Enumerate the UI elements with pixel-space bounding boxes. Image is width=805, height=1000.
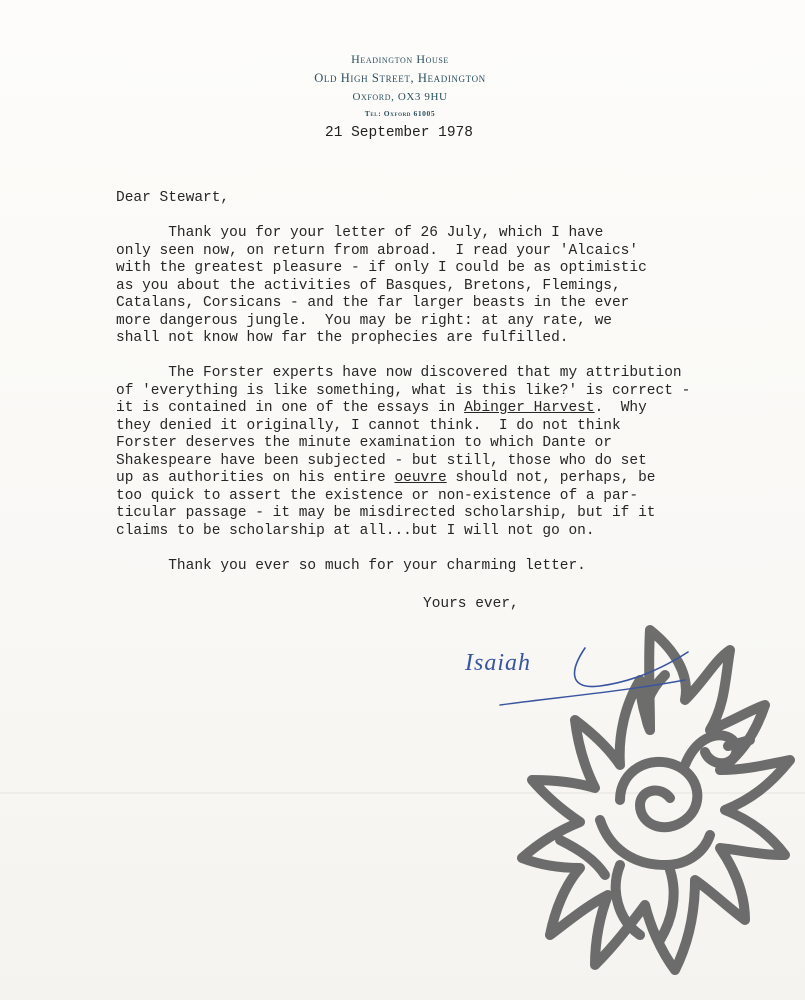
- paragraph-1-line: shall not know how far the prophecies are fulfilled.: [116, 330, 569, 346]
- paragraph-1-line: more dangerous jungle. You may be right: at any rate, we: [116, 312, 612, 329]
- paragraph-1-line: with the greatest pleasure - if only I could be as optimistic: [116, 260, 647, 276]
- closing: Yours ever,: [423, 596, 519, 612]
- paragraph-1-line: Catalans, Corsicans - and the far larger beasts in the ever: [116, 295, 630, 311]
- paragraph-2-line: claims to be scholarship at all...but I will not go on.: [116, 522, 595, 539]
- handwritten-signature: Isaiah: [465, 650, 531, 676]
- letter-body: [116, 190, 766, 575]
- letterhead-telephone: Tel: Oxford 61005: [364, 109, 436, 118]
- book-title-abinger-harvest: Abinger Harvest: [464, 400, 595, 416]
- letterhead-house: Headington House: [351, 52, 449, 66]
- paragraph-2-line: . Why: [594, 400, 647, 416]
- paragraph-1-line: Thank you for your letter of 26 July, which I have: [116, 225, 604, 241]
- paragraph-1-line: only seen now, on return from abroad. I read your 'Alcaics': [116, 242, 639, 259]
- paragraph-2-line: Forster deserves the minute examination to which Dante or: [116, 435, 612, 451]
- letter-date: 21 September 1978: [325, 125, 473, 141]
- paragraph-3: Thank you ever so much for your charming letter.: [116, 557, 586, 574]
- paragraph-2-line: ticular passage - it may be misdirected scholarship, but if it: [116, 505, 656, 521]
- letterhead: [250, 50, 550, 120]
- paragraph-2-line: they denied it originally, I cannot think. I do not think: [116, 417, 621, 434]
- paragraph-1-line: as you about the activities of Basques, Bretons, Flemings,: [116, 277, 621, 294]
- letterhead-city: Oxford, OX3 9HU: [352, 91, 448, 103]
- paragraph-2-line: it is contained in one of the essays in: [116, 400, 465, 416]
- paragraph-2-line: of 'everything is like something, what is this like?' is correct -: [116, 382, 691, 399]
- salutation: Dear Stewart,: [116, 190, 230, 206]
- paragraph-2-line: should not, perhaps, be: [446, 470, 656, 486]
- paragraph-2-line: up as authorities on his entire: [116, 470, 395, 486]
- underlined-oeuvre: oeuvre: [394, 470, 447, 486]
- letterhead-street: Old High Street, Headington: [314, 71, 486, 85]
- paragraph-2-line: The Forster experts have now discovered that my attribution: [116, 365, 682, 381]
- paragraph-2-line: Shakespeare have been subjected - but still, those who do set: [116, 452, 647, 469]
- paragraph-2-line: too quick to assert the existence or non-existence of a par-: [116, 487, 639, 504]
